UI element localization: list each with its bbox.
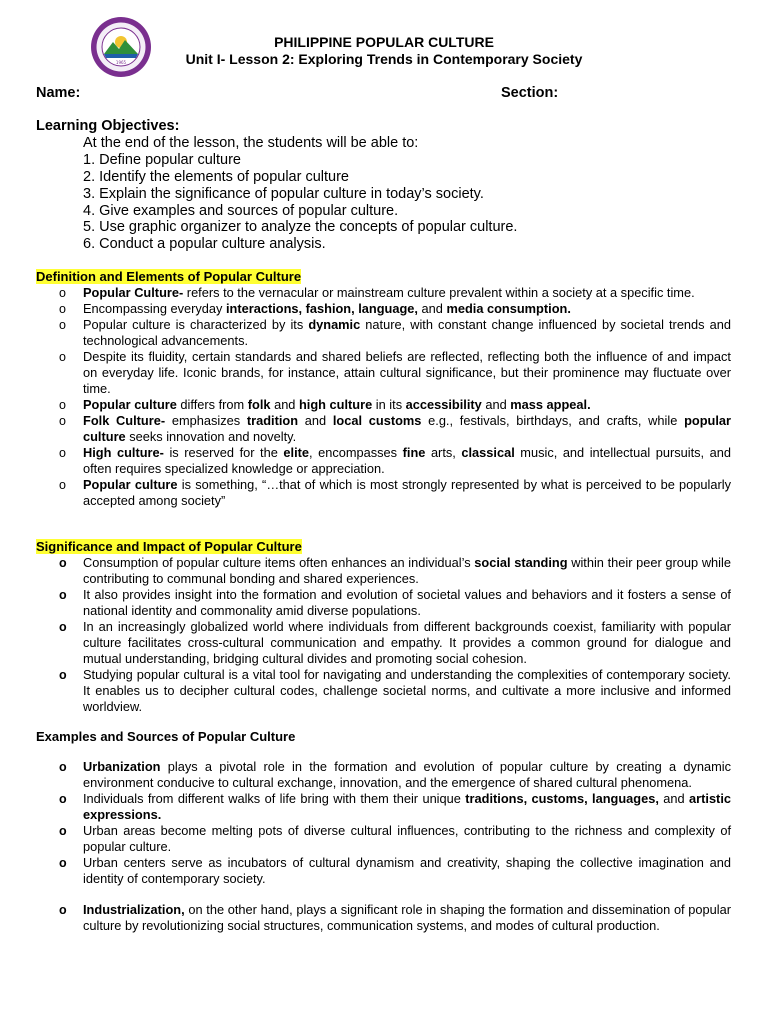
bullet-marker: o [59, 318, 66, 332]
significance-heading-text: Significance and Impact of Popular Culture [36, 539, 302, 554]
list-item: o Popular Culture- refers to the vernacular or mainstream culture prevalent within a society at a specific time. [59, 285, 695, 300]
bullet-marker: o [59, 414, 66, 428]
bullet-marker: o [59, 350, 66, 364]
list-item: o Consumption of popular culture items often enhances an individual’s social standing within their peer group while contributing to communal bonding and shared experiences. [59, 555, 731, 586]
objectives-intro: At the end of the lesson, the students will be able to: [83, 135, 419, 151]
list-item: o Studying popular cultural is a vital tool for navigating and understanding the complexities of contemporary society. It enables us to decipher cultural codes, challenge societal norms, and cultivate a more inclusive and informed worldview. [59, 667, 731, 714]
name-label: Name: [36, 85, 81, 101]
bullet-marker: o [59, 302, 66, 316]
definition-list [0, 285, 768, 509]
bullet-marker: o [59, 856, 67, 870]
definition-heading-text: Definition and Elements of Popular Culture [36, 269, 302, 284]
list-item: o Popular culture differs from folk and high culture in its accessibility and mass appeal. [59, 397, 591, 412]
significance-heading [36, 539, 302, 555]
objective-item: 6. Conduct a popular culture analysis. [83, 236, 326, 252]
list-item: o Encompassing everyday interactions, fashion, language, and media consumption. [59, 301, 571, 316]
list-item: o Urban areas become melting pots of diverse cultural influences, contributing to the richness and complexity of popular culture. [59, 823, 731, 854]
bullet-marker: o [59, 668, 67, 682]
objectives-heading: Learning Objectives: [36, 118, 180, 134]
bullet-marker: o [59, 760, 67, 774]
school-seal-logo [90, 16, 152, 78]
svg-text:1965: 1965 [115, 60, 127, 65]
list-item: o Individuals from different walks of life bring with them their unique traditions, customs, languages, and artistic expressions. [59, 791, 731, 822]
bullet-marker: o [59, 398, 66, 412]
bullet-marker: o [59, 478, 66, 492]
list-item: o It also provides insight into the formation and evolution of societal values and behaviors and it fosters a sense of national identity and commonality amid diverse populations. [59, 587, 731, 618]
examples-list [0, 759, 768, 934]
bullet-marker: o [59, 588, 67, 602]
objective-item: 4. Give examples and sources of popular culture. [83, 203, 399, 219]
objective-item: 1. Define popular culture [83, 152, 241, 168]
objective-item: 5. Use graphic organizer to analyze the concepts of popular culture. [83, 219, 518, 235]
list-item: o Popular culture is something, “…that of which is most strongly represented by what is perceived to be popularly accepted among society” [59, 477, 731, 508]
list-item: o Despite its fluidity, certain standards and shared beliefs are reflected, reflecting both the influence of and impact on everyday life. Iconic brands, for instance, attain cultural significance, but their prominence may fluctuate over time. [59, 349, 731, 396]
bullet-marker: o [59, 446, 66, 460]
list-item: o Folk Culture- emphasizes tradition and local customs e.g., festivals, birthdays, and crafts, while popular culture seeks innovation and novelty. [59, 413, 731, 444]
objective-item: 3. Explain the significance of popular culture in today’s society. [83, 186, 484, 202]
objective-item: 2. Identify the elements of popular culture [83, 169, 349, 185]
list-item: o Industrialization, on the other hand, plays a significant role in shaping the formation and dissemination of popular culture by revolutionizing social structures, communication systems, and modes of cultural production. [59, 902, 731, 933]
examples-heading: Examples and Sources of Popular Culture [36, 729, 296, 744]
bullet-marker: o [59, 556, 67, 570]
list-item: o Popular culture is characterized by its dynamic nature, with constant change influenced by societal trends and technological advancements. [59, 317, 731, 348]
section-label: Section: [501, 85, 559, 101]
list-item: o In an increasingly globalized world where individuals from different backgrounds coexist, familiarity with popular culture facilitates cross-cultural communication and empathy. It provides a common ground for dialogue and mutual understanding, bridging cultural divides and promoting social cohesion. [59, 619, 731, 666]
bullet-marker: o [59, 903, 67, 917]
bullet-marker: o [59, 286, 66, 300]
lesson-subtitle: Unit I- Lesson 2: Exploring Trends in Contemporary Society [185, 51, 583, 67]
bullet-marker: o [59, 824, 67, 838]
bullet-marker: o [59, 620, 67, 634]
list-item: o High culture- is reserved for the elite, encompasses fine arts, classical music, and intellectual pursuits, and often requires specialized knowledge or appreciation. [59, 445, 731, 476]
bullet-marker: o [59, 792, 67, 806]
document-title: PHILIPPINE POPULAR CULTURE [274, 34, 494, 50]
list-item: o Urbanization plays a pivotal role in the formation and evolution of popular culture by creating a dynamic environment conducive to cultural exchange, innovation, and the emergence of shared cultural phenomena. [59, 759, 731, 790]
significance-list [0, 555, 768, 715]
definition-heading [36, 269, 301, 285]
list-item: o Urban centers serve as incubators of cultural dynamism and creativity, shaping the collective imagination and identity of contemporary society. [59, 855, 731, 886]
